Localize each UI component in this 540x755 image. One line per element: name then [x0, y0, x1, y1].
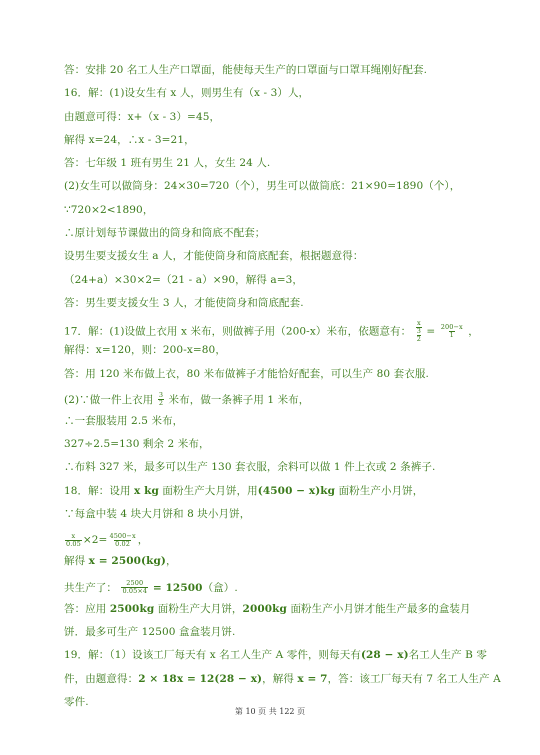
text-line: 解得：x=120，则：200-x=80， [64, 344, 226, 357]
solution-text [64, 64, 501, 719]
text-segment: ，答：该工厂每天有 7 名工人生产 A [327, 672, 501, 685]
fraction [158, 392, 164, 407]
text-segment: ， [468, 325, 479, 338]
text-segment: ×2= [82, 534, 108, 547]
nested-numerator: 3 [416, 327, 421, 336]
nested-denominator: 2 [416, 335, 421, 344]
text-segment: 答：应用 [64, 602, 110, 615]
fraction-denominator: 0.05 [66, 539, 81, 548]
text-segment: (2)∵做一件上衣用 [64, 393, 154, 406]
math-expression: x = 7 [297, 672, 328, 685]
math-expression: x kg [134, 484, 159, 497]
text-line-with-math [64, 485, 484, 498]
text-line: （24+a）×30×2=（21 - a）×90，解得 a=3， [64, 273, 304, 286]
text-line: ∵每盒中装 4 块大月饼和 8 块小月饼， [64, 508, 251, 521]
math-expression: (4500 − x)kg [257, 484, 336, 497]
text-line: ∴布料 327 米，最多可以生产 130 套衣服，余料可以做 1 件上衣或 2 条裤子. [64, 461, 436, 474]
text-segment: 解得 [64, 555, 89, 568]
text-segment: 共生产了： [64, 581, 117, 594]
text-line: 零件. [64, 695, 89, 708]
fraction [416, 320, 422, 343]
fraction [121, 580, 148, 595]
fraction-numerator: 2500 [126, 579, 144, 588]
text-line: 答：安排 20 名工人生产口罩面，能使每天生产的口罩面与口罩耳绳刚好配套. [64, 64, 428, 76]
text-line: 由题意可得：x+（x - 3）=45， [64, 110, 221, 123]
fraction-denominator: 0.05×4 [122, 587, 148, 596]
text-line-with-math [64, 672, 501, 686]
fraction-numerator: x [416, 319, 421, 328]
fraction [440, 324, 464, 339]
text-line: 解得 x=24，∴x - 3=21， [64, 133, 195, 146]
fraction-denominator: 2 [158, 399, 164, 408]
text-line-with-fraction [64, 579, 484, 597]
fraction-denominator [416, 327, 422, 343]
text-segment: （盒）. [202, 581, 238, 594]
text-line: ∵720×2<1890， [64, 203, 154, 216]
fraction [108, 533, 136, 548]
text-segment: 件，由题意得： [64, 672, 139, 685]
text-line: 设男生要支援女生 a 人，才能使筒身和筒底配套，根据题意得： [64, 250, 364, 263]
fraction-numerator: 4500−x [109, 531, 136, 540]
math-expression: x = 2500(kg) [88, 555, 166, 568]
text-segment: 面粉生产小月饼才能生产最多的盒装月 [287, 602, 471, 615]
text-line: (2)女生可以做筒身：24×30=720（个），男生可以做筒底：21×90=1890（个）， [64, 180, 461, 193]
text-line-with-math [64, 649, 487, 662]
text-segment: 米布，做一条裤子用 1 米布， [168, 393, 310, 406]
text-segment: 名工人生产 B 零 [408, 649, 487, 662]
text-line: 327÷2.5=130 剩余 2 米布， [64, 438, 210, 451]
text-segment: 面粉生产小月饼， [335, 484, 424, 497]
math-expression: 2 × 18x = 12(28 − x) [138, 672, 263, 685]
text-line: ∴一套服装用 2.5 米布， [64, 414, 184, 427]
fraction-numerator: 3 [158, 391, 164, 400]
math-expression: = 12500 [149, 581, 203, 594]
text-segment: 18．解：设用 [64, 484, 134, 497]
text-line: ∴原计划每节课做出的筒身和筒底不配套； [64, 227, 266, 240]
math-expression: (28 − x) [360, 649, 409, 662]
text-segment: 17．解：(1)设做上衣用 x 米布，则做裤子用（200-x）米布，依题意有： [64, 325, 412, 338]
text-segment: 面粉生产大月饼，用 [158, 484, 258, 497]
text-segment: 面粉生产大月饼， [154, 602, 243, 615]
text-line: 答：七年级 1 班有男生 21 人，女生 24 人. [64, 157, 271, 170]
fraction-numerator: x [71, 531, 76, 540]
text-line: 答：男生要支援女生 3 人，才能使筒身和筒底配套. [64, 296, 304, 309]
text-line: 饼．最多可生产 12500 盒盒装月饼. [64, 625, 236, 638]
fraction-numerator: 200−x [440, 323, 463, 332]
equals-sign: = [426, 325, 436, 338]
math-expression: 2500kg [109, 602, 155, 615]
text-line-with-math [64, 555, 484, 568]
page-footer: 第 10 页 共 122 页 [234, 707, 306, 716]
text-line-with-math [64, 603, 484, 616]
text-segment: ， [137, 534, 149, 547]
text-line-with-fraction [64, 391, 484, 409]
math-expression: 2000kg [242, 602, 287, 615]
fraction-denominator: 0.02 [115, 539, 131, 548]
text-segment: ，解得 [262, 672, 298, 685]
text-line: 答：用 120 米布做上衣，80 米布做裤子才能恰好配套，可以生产 80 套衣服. [64, 367, 429, 380]
fraction [65, 533, 82, 548]
equation-line [64, 531, 484, 549]
text-line: 16．解：(1)设女生有 x 人，则男生有（x - 3）人， [64, 87, 310, 100]
text-line-with-fraction [64, 319, 484, 344]
text-segment: ， [166, 555, 177, 568]
text-segment: 19．解：（1）设该工厂每天有 x 名工人生产 A 零件，则每天有 [64, 649, 361, 662]
fraction-denominator: 1 [449, 331, 454, 340]
